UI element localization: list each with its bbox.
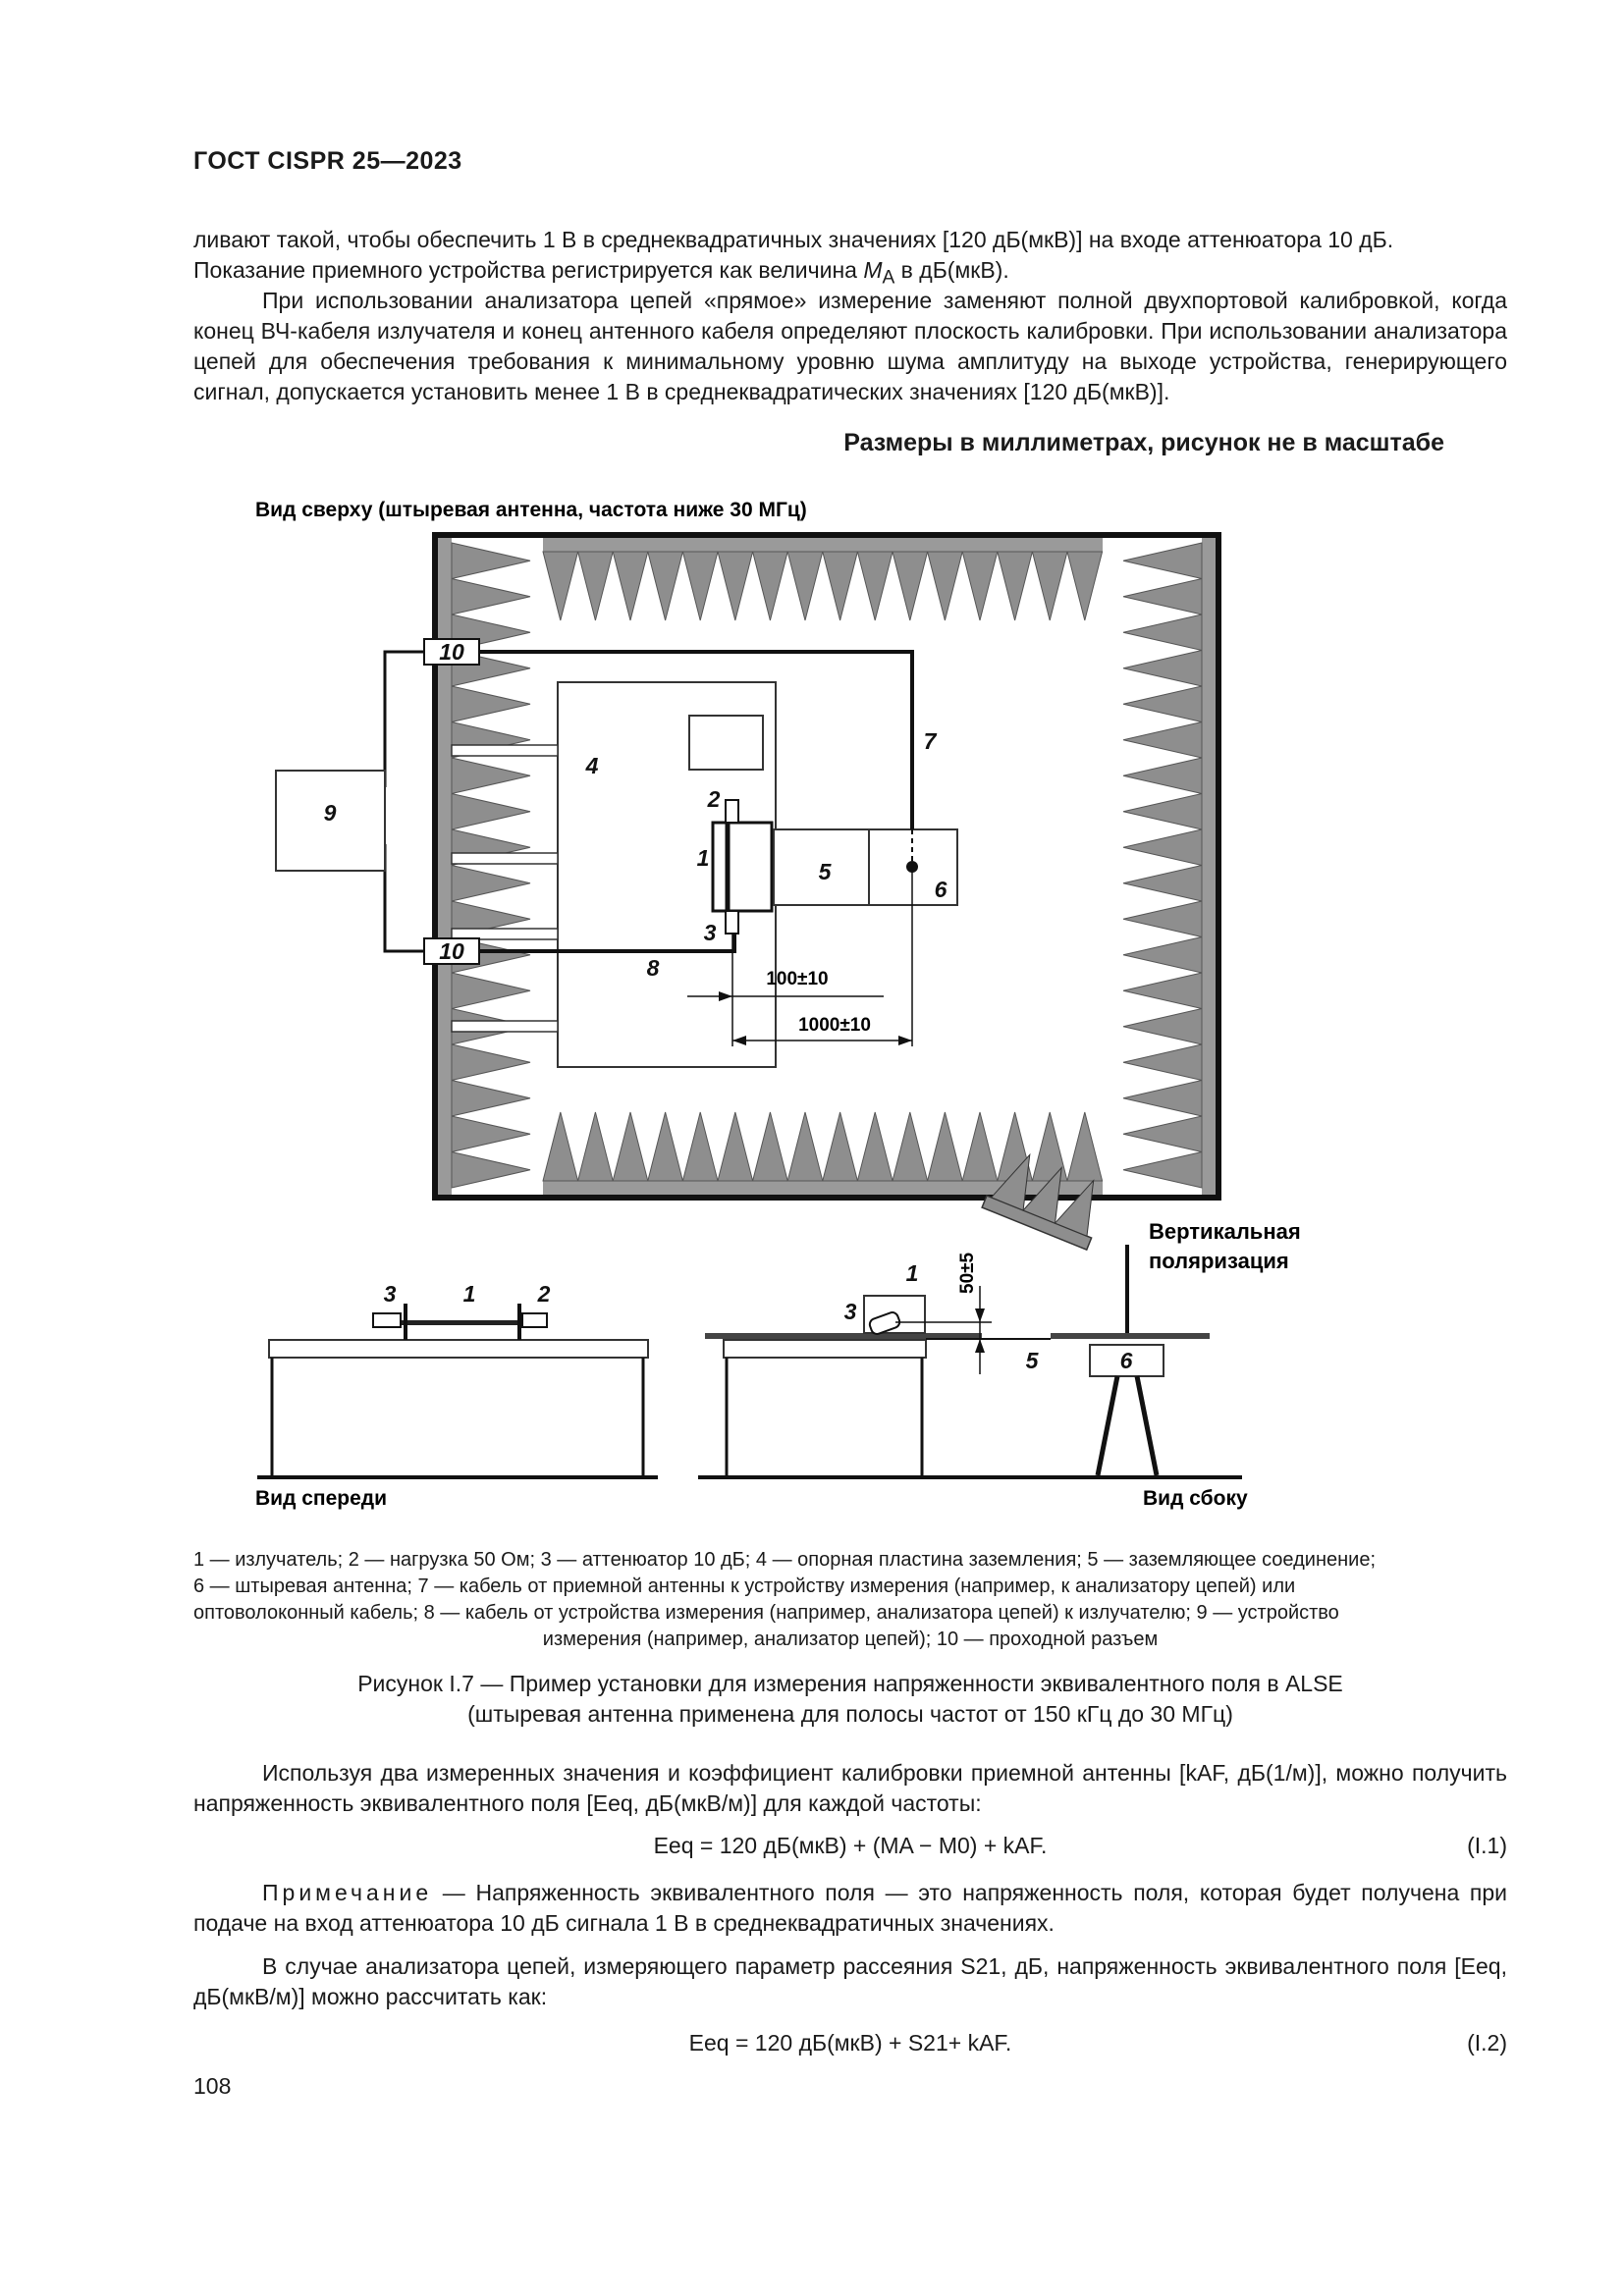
support-1 (452, 745, 558, 756)
absorber-cone-left (452, 579, 530, 615)
document-header: ГОСТ CISPR 25—2023 (193, 147, 462, 175)
absorber-cone-right (1123, 1044, 1202, 1081)
absorber-cone-right (1123, 973, 1202, 1009)
absorber-cone-top (998, 552, 1033, 620)
figure-title-line-2: (штыревая антенна применена для полосы частот от 150 кГц до 30 МГц) (467, 1701, 1233, 1727)
support-4 (452, 1021, 558, 1032)
page-number: 108 (193, 2073, 232, 2099)
label-7: 7 (923, 728, 937, 754)
side-label-3: 3 (843, 1299, 857, 1324)
radiator (713, 823, 772, 911)
absorber-cone-top (718, 552, 753, 620)
label-6: 6 (934, 877, 947, 902)
absorber-cone-right (1123, 794, 1202, 830)
absorber-cone-right (1123, 579, 1202, 615)
side-view-label: Вид сбоку (1143, 1487, 1248, 1510)
attenuator-10db (726, 911, 738, 934)
absorber-cone-bottom (613, 1112, 648, 1181)
legend-line-4: измерения (например, анализатор цепей); 10 — проходной разъем (542, 1629, 1159, 1650)
absorber-cone-right (1123, 866, 1202, 902)
front-label-2: 2 (537, 1281, 551, 1307)
absorber-cone-right (1123, 1009, 1202, 1045)
absorber-cone-right (1123, 937, 1202, 974)
dim-1000-arrow-right (898, 1036, 912, 1045)
label-5: 5 (818, 859, 832, 884)
absorber-cone-right (1123, 758, 1202, 794)
absorber-cone-right (1123, 686, 1202, 722)
label-1: 1 (696, 845, 710, 871)
absorber-cone-bottom (543, 1112, 578, 1181)
legend-line-2: 6 — штыревая антенна; 7 — кабель от приемной антенны к устройству измерения (например, к анализатору цепей) или (193, 1575, 1296, 1597)
absorber-cone-top (823, 552, 858, 620)
absorber-cone-bottom (578, 1112, 614, 1181)
absorber-cone-bottom (718, 1112, 753, 1181)
absorber-cone-bottom (962, 1112, 998, 1181)
absorber-cone-top (893, 552, 928, 620)
paragraph-1-line-1: ливают такой, чтобы обеспечить 1 В в среднеквадратичных значениях [120 дБ(мкВ)] на входе аттенюатора 10 дБ. (193, 227, 1394, 252)
absorber-cone-top (928, 552, 963, 620)
absorber-cone-top (1067, 552, 1103, 620)
dimensions-note: Размеры в миллиметрах, рисунок не в масштабе (843, 429, 1444, 456)
front-load (522, 1313, 547, 1327)
top-view-label: Вид сверху (штыревая антенна, частота ниже 30 МГц) (255, 499, 807, 521)
polarization-line-1: Вертикальная (1149, 1219, 1301, 1244)
absorber-cone-left (452, 1081, 530, 1117)
label-4: 4 (585, 753, 599, 778)
figure-title-line-1: Рисунок I.7 — Пример установки для измерения напряженности эквивалентного поля в ALSE (357, 1671, 1343, 1696)
absorber-cone-right (1123, 614, 1202, 651)
absorber-cone-left (452, 1116, 530, 1152)
absorber-base-top (543, 538, 1103, 552)
absorber-cone-left (452, 543, 530, 579)
absorber-cone-top (682, 552, 718, 620)
cable-9-bottom (385, 844, 424, 951)
chamber-right-wall (1202, 538, 1216, 1195)
ground-plane-box (689, 716, 763, 770)
absorber-cone-top (543, 552, 578, 620)
absorber-cone-bottom (787, 1112, 823, 1181)
formula-2-number: (I.2) (1467, 2030, 1507, 2056)
formula-1-number: (I.1) (1467, 1833, 1507, 1858)
absorber-cone-left (452, 1044, 530, 1081)
absorber-cone-left (452, 973, 530, 1009)
absorber-cone-bottom (893, 1112, 928, 1181)
load-50ohm (726, 800, 738, 823)
dim-50-label: 50±5 (957, 1252, 978, 1294)
absorber-cone-top (962, 552, 998, 620)
dim-50-arrow-bottom (975, 1339, 985, 1353)
absorber-cone-bottom (753, 1112, 788, 1181)
paragraph-3: Используя два измеренных значения и коэффициент калибровки приемной антенны [kAF, дБ(1/м)], можно получить напряженность эквивалентного поля [Eeq, дБ(мкВ/м)] для каждой частоты: (193, 1760, 1507, 1816)
absorber-cone-right (1123, 543, 1202, 579)
label-9: 9 (323, 800, 337, 826)
absorber-cone-left (452, 866, 530, 902)
absorber-cone-bottom (928, 1112, 963, 1181)
absorber-cone-left (452, 758, 530, 794)
absorber-cone-top (578, 552, 614, 620)
side-label-6: 6 (1119, 1348, 1133, 1373)
label-3: 3 (703, 920, 717, 945)
dim-100-label: 100±10 (766, 969, 829, 989)
absorber-cone-bottom (1032, 1112, 1067, 1181)
absorber-cone-right (1123, 1081, 1202, 1117)
front-label-3: 3 (383, 1281, 397, 1307)
figure-title (193, 1669, 1507, 1730)
absorber-cone-bottom (857, 1112, 893, 1181)
absorber-cone-bottom (682, 1112, 718, 1181)
absorber-cone-top (857, 552, 893, 620)
absorber-cone-left (452, 794, 530, 830)
absorber-cone-left (452, 686, 530, 722)
dim-1000-label: 1000±10 (798, 1015, 871, 1036)
absorber-cone-top (648, 552, 683, 620)
absorber-cone-right (1123, 722, 1202, 759)
absorber-cone-right (1123, 1116, 1202, 1152)
label-8: 8 (646, 955, 660, 981)
note-label: Примечание (262, 1880, 433, 1905)
formula-1 (193, 1833, 1507, 1859)
side-table-top (724, 1340, 926, 1358)
side-label-1: 1 (905, 1260, 919, 1286)
tripod-leg-left (1098, 1376, 1117, 1475)
absorber-cone-bottom (823, 1112, 858, 1181)
paragraph-1 (193, 225, 1507, 294)
absorber-cone-top (1032, 552, 1067, 620)
absorber-cone-bottom (648, 1112, 683, 1181)
formula-2 (193, 2030, 1507, 2056)
front-table-top (269, 1340, 648, 1358)
front-view-label: Вид спереди (255, 1487, 388, 1510)
formula-1-text: Eeq = 120 дБ(мкВ) + (MA − M0) + kAF. (653, 1833, 1048, 1858)
formula-2-text: Eeq = 120 дБ(мкВ) + S21+ kAF. (688, 2030, 1012, 2056)
paragraph-1-line-2: Показание приемного устройства регистрируется как величина $M_A$ в дБ(мкВ). (193, 257, 1009, 289)
figure-i7 (0, 481, 1624, 1531)
side-label-5: 5 (1025, 1348, 1039, 1373)
side-antenna-plane (1051, 1333, 1210, 1339)
absorber-cone-top (787, 552, 823, 620)
absorber-cone-right (1123, 651, 1202, 687)
note-text: — Напряженность эквивалентного поля — это напряженность поля, которая будет получена при подаче на вход аттенюатора 10 дБ сигнала 1 В в среднеквадратичных значениях. (193, 1880, 1507, 1936)
legend-line-3: оптоволоконный кабель; 8 — кабель от устройства измерения (например, анализатора цепей) к излучателю; 9 — устройство (193, 1602, 1339, 1624)
label-2: 2 (707, 786, 721, 812)
note (193, 1878, 1507, 1939)
front-label-1: 1 (462, 1281, 476, 1307)
polarization-line-2: поляризация (1149, 1249, 1289, 1273)
chamber-left-wall (438, 538, 452, 1195)
cable-9-top (385, 652, 424, 787)
dim-50-arrow-top (975, 1308, 985, 1322)
absorber-cone-right (1123, 1152, 1202, 1189)
tripod-leg-right (1137, 1376, 1157, 1475)
absorber-cone-right (1123, 829, 1202, 866)
absorber-cone-top (613, 552, 648, 620)
absorber-cone-left (452, 1152, 530, 1189)
label-10-top: 10 (439, 639, 464, 665)
absorber-cone-bottom (1067, 1112, 1103, 1181)
absorber-cone-right (1123, 901, 1202, 937)
paragraph-4: В случае анализатора цепей, измеряющего параметр рассеяния S21, дБ, напряженность эквивалентного поля [Eeq, дБ(мкВ/м)] можно рассчитать как: (193, 1953, 1507, 2009)
legend-line-1: 1 — излучатель; 2 — нагрузка 50 Ом; 3 — аттенюатор 10 дБ; 4 — опорная пластина заземления; 5 — заземляющее соединение; (193, 1549, 1377, 1571)
paragraph-2: При использовании анализатора цепей «прямое» измерение заменяют полной двухпортовой калибровкой, когда конец ВЧ-кабеля излучателя и конец антенного кабеля определяют плоскость калибровки. При использовании анализатора цепей для обеспечения требования к минимальному уровню шума амплитуду на выходе устройства, генерирующего сигнал, допускается установить менее 1 В в среднеквадратических значениях [120 дБ(мкВ)]. (193, 288, 1507, 404)
label-10-bottom: 10 (439, 938, 464, 964)
absorber-cone-top (753, 552, 788, 620)
support-2 (452, 853, 558, 864)
front-attenuator (373, 1313, 401, 1327)
figure-legend (193, 1547, 1507, 1653)
